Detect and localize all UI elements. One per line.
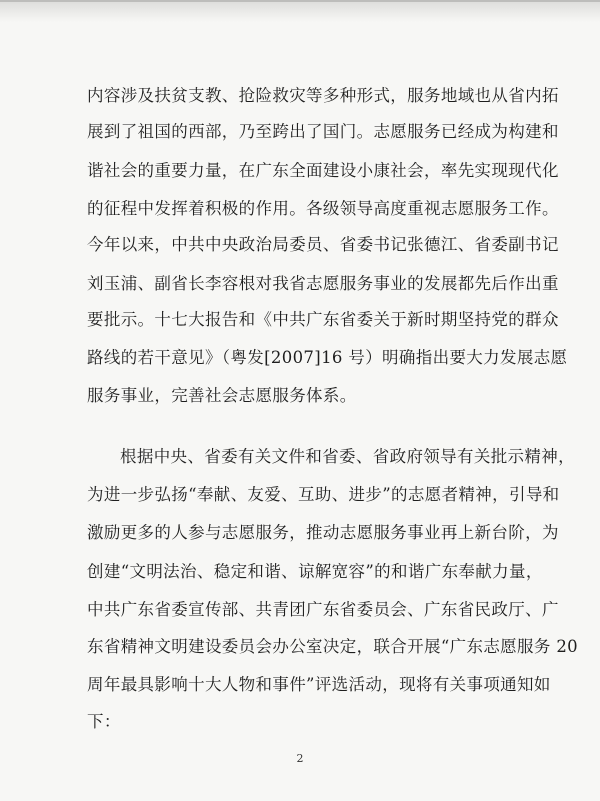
- body-line-11: 为进一步弘扬“奉献、友爱、互助、进步”的志愿者精神，引导和: [87, 485, 560, 504]
- body-line-9: 服务事业，完善社会志愿服务体系。: [87, 386, 357, 405]
- body-line-12: 激励更多的人参与志愿服务，推动志愿服务事业再上新台阶，为: [87, 523, 559, 542]
- body-line-14: 中共广东省委宣传部、共青团广东省委员会、广东省民政厅、广: [87, 600, 559, 619]
- body-line-6: 刘玉浦、副省长李容根对我省志愿服务事业的发展都先后作出重: [87, 274, 559, 293]
- body-line-10: 根据中央、省委有关文件和省委、省政府领导有关批示精神，: [120, 447, 575, 466]
- scan-shadow: [0, 0, 600, 22]
- page-number: 2: [296, 752, 304, 765]
- body-line-5: 今年以来，中共中央政治局委员、省委书记张德江、省委副书记: [87, 235, 559, 254]
- body-line-13: 创建“文明法治、稳定和谐、谅解宽容”的和谐广东奉献力量，: [87, 562, 543, 581]
- body-line-8: 路线的若干意见》（粤发[2007]16 号）明确指出要大力发展志愿: [87, 348, 568, 367]
- body-line-7: 要批示。十七大报告和《中共广东省委关于新时期坚持党的群众: [87, 310, 559, 329]
- body-line-4: 的征程中发挥着积极的作用。各级领导高度重视志愿服务工作。: [87, 199, 559, 218]
- body-line-1: 内容涉及扶贫支教、抢险救灾等多种形式，服务地域也从省内拓: [87, 86, 559, 105]
- scan-top-edge: [0, 0, 600, 2]
- body-line-15: 东省精神文明建设委员会办公室决定，联合开展“广东志愿服务 20: [87, 637, 579, 656]
- body-line-16: 周年最具影响十大人物和事件”评选活动，现将有关事项通知如: [87, 675, 551, 694]
- body-line-2: 展到了祖国的西部，乃至跨出了国门。志愿服务已经成为构建和: [87, 122, 559, 141]
- body-line-3: 谐社会的重要力量，在广东全面建设小康社会，率先实现现代化: [87, 161, 559, 180]
- body-line-17: 下：: [87, 712, 121, 731]
